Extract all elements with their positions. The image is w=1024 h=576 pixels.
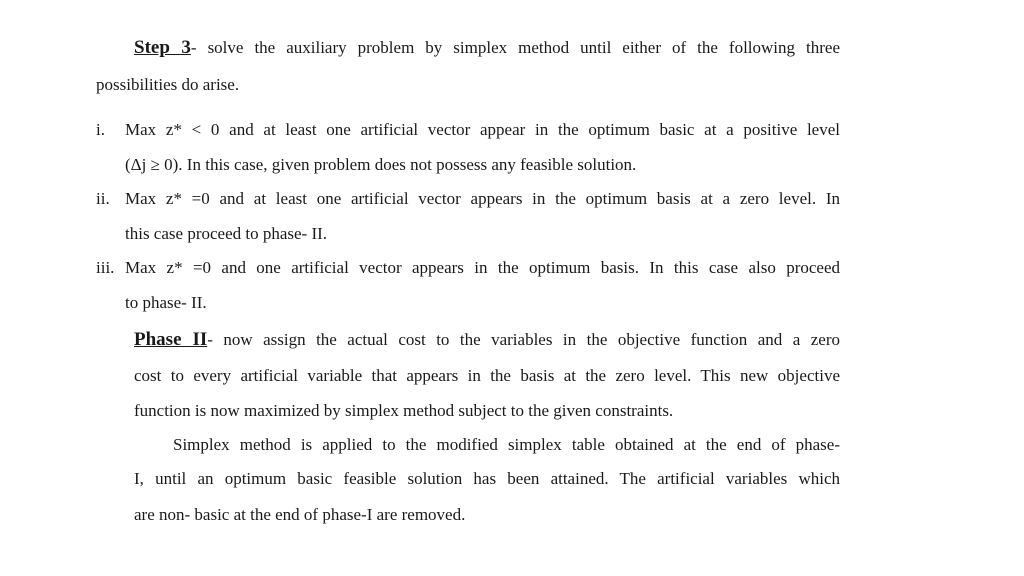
- possibility-3-line1: Max z* =0 and one artificial vector appears in the optimum basis. In this case also proceed: [125, 258, 840, 277]
- phase2-line3: function is now maximized by simplex method subject to the given constraints.: [134, 401, 674, 420]
- list-marker-iii: iii.: [96, 258, 115, 277]
- simplex-line1: Simplex method is applied to the modified simplex table obtained at the end of phase-: [173, 435, 840, 454]
- step3-line1: [134, 38, 840, 58]
- possibility-1-line1: Max z* < 0 and at least one artificial vector appear in the optimum basic at a positive level: [125, 120, 840, 139]
- list-marker-i: i.: [96, 120, 105, 139]
- step3-text-1: - solve the auxiliary problem by simplex method until either of the following three: [190, 38, 840, 57]
- simplex-line3: are non- basic at the end of phase-I are removed.: [134, 505, 466, 524]
- possibility-1-line2: (Δj ≥ 0). In this case, given problem does not possess any feasible solution.: [125, 155, 637, 174]
- step3-line2: possibilities do arise.: [96, 75, 240, 94]
- list-marker-ii: ii.: [96, 189, 110, 208]
- possibility-3-line2: to phase- II.: [125, 293, 207, 312]
- phase2-line2: cost to every artificial variable that appears in the basis at the zero level. This new objective: [134, 366, 840, 385]
- possibility-2-line2: this case proceed to phase- II.: [125, 224, 328, 243]
- possibility-2-line1: Max z* =0 and at least one artificial vector appears in the optimum basis at a zero level. In: [125, 189, 840, 208]
- phase2-line1: [134, 330, 840, 350]
- phase2-text-1: - now assign the actual cost to the variables in the objective function and a zero: [207, 330, 840, 349]
- simplex-line2: I, until an optimum basic feasible solution has been attained. The artificial variables which: [134, 469, 840, 488]
- step3-heading: Step 3: [134, 37, 191, 58]
- phase2-heading: Phase II: [134, 329, 208, 350]
